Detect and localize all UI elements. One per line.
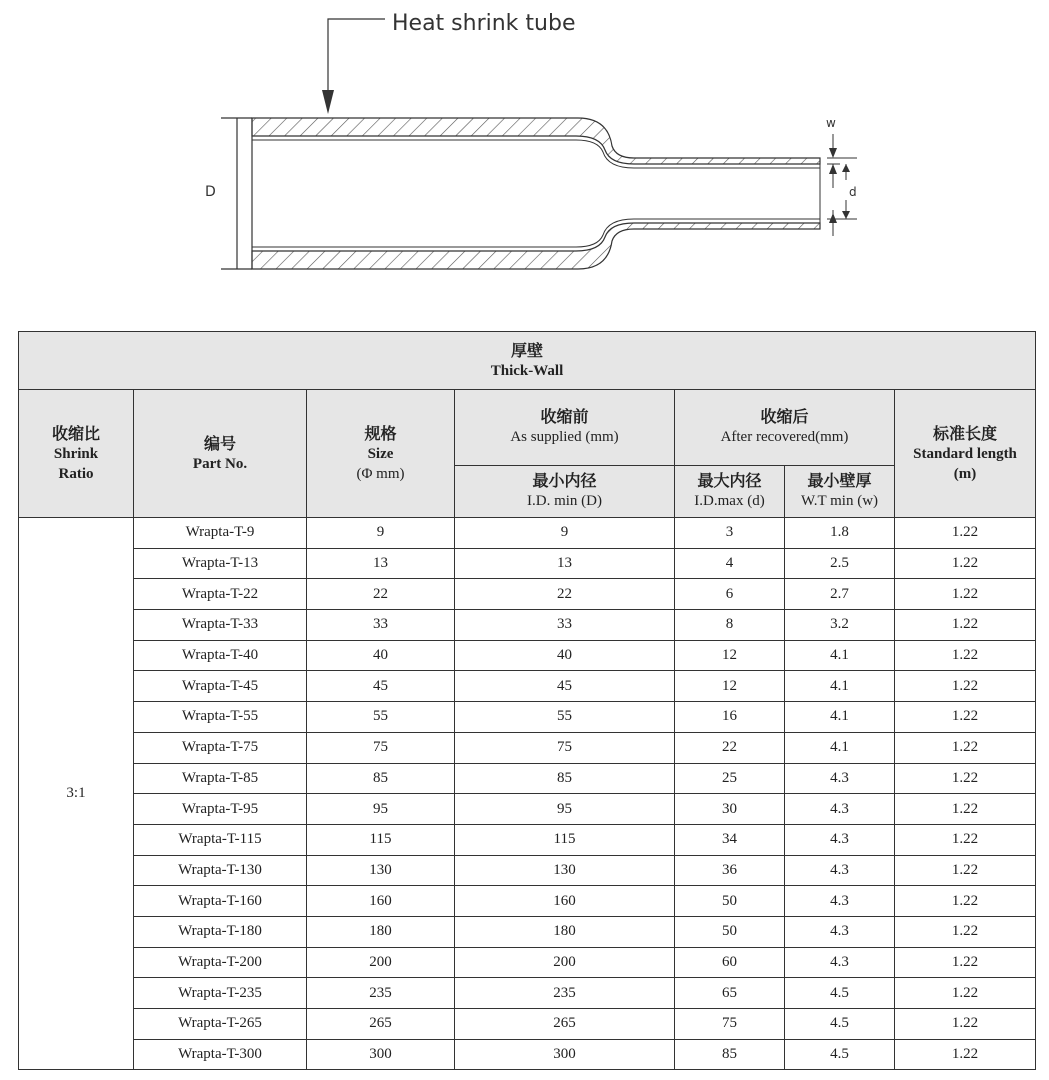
length-cell: 1.22 (895, 671, 1036, 702)
header-shrink-ratio: 收缩比 Shrink Ratio (19, 390, 134, 518)
header-size: 规格 Size (Φ mm) (307, 390, 455, 518)
size-cell: 85 (307, 763, 455, 794)
heat-shrink-tube-diagram (0, 0, 1049, 300)
part-no-cell: Wrapta-T-9 (134, 518, 307, 549)
size-cell: 75 (307, 732, 455, 763)
size-cell: 300 (307, 1039, 455, 1070)
id-min-cell: 265 (455, 1009, 675, 1040)
table-row (19, 671, 1036, 702)
length-cell: 1.22 (895, 763, 1036, 794)
id-min-cell: 235 (455, 978, 675, 1009)
id-max-cell: 30 (675, 794, 785, 825)
header-part-no: 编号 Part No. (134, 390, 307, 518)
size-cell: 13 (307, 548, 455, 579)
label-D: D (205, 184, 216, 200)
wt-min-cell: 4.1 (785, 702, 895, 733)
length-cell: 1.22 (895, 886, 1036, 917)
length-cell: 1.22 (895, 1009, 1036, 1040)
size-cell: 265 (307, 1009, 455, 1040)
id-max-cell: 4 (675, 548, 785, 579)
table-row (19, 1009, 1036, 1040)
id-max-cell: 36 (675, 855, 785, 886)
table-row (19, 518, 1036, 549)
id-max-cell: 85 (675, 1039, 785, 1070)
id-min-cell: 115 (455, 824, 675, 855)
tube-top-wall (252, 118, 820, 164)
part-no-cell: Wrapta-T-115 (134, 824, 307, 855)
part-no-cell: Wrapta-T-22 (134, 579, 307, 610)
table-row (19, 978, 1036, 1009)
id-max-cell: 50 (675, 916, 785, 947)
wt-min-cell: 4.5 (785, 978, 895, 1009)
wt-min-cell: 1.8 (785, 518, 895, 549)
length-cell: 1.22 (895, 824, 1036, 855)
label-d: d (849, 185, 857, 199)
id-max-cell: 60 (675, 947, 785, 978)
id-min-cell: 300 (455, 1039, 675, 1070)
size-cell: 33 (307, 610, 455, 641)
length-cell: 1.22 (895, 732, 1036, 763)
table-row (19, 886, 1036, 917)
length-cell: 1.22 (895, 518, 1036, 549)
table-title: 厚壁 Thick-Wall (19, 332, 1036, 390)
id-min-cell: 55 (455, 702, 675, 733)
id-max-cell: 34 (675, 824, 785, 855)
id-max-cell: 3 (675, 518, 785, 549)
table-row (19, 855, 1036, 886)
part-no-cell: Wrapta-T-55 (134, 702, 307, 733)
table-row (19, 794, 1036, 825)
size-cell: 40 (307, 640, 455, 671)
header-as-supplied: 收缩前 As supplied (mm) (455, 390, 675, 466)
table-row (19, 763, 1036, 794)
id-max-cell: 65 (675, 978, 785, 1009)
wt-min-cell: 4.5 (785, 1039, 895, 1070)
part-no-cell: Wrapta-T-300 (134, 1039, 307, 1070)
header-after-recovered: 收缩后 After recovered(mm) (675, 390, 895, 466)
shrink-ratio-cell: 3:1 (19, 518, 134, 1070)
table-row (19, 610, 1036, 641)
id-max-cell: 25 (675, 763, 785, 794)
table-row (19, 1039, 1036, 1070)
id-min-cell: 180 (455, 916, 675, 947)
wt-min-cell: 4.3 (785, 855, 895, 886)
header-standard-length: 标准长度 Standard length (m) (895, 390, 1036, 518)
id-min-cell: 160 (455, 886, 675, 917)
id-max-cell: 12 (675, 671, 785, 702)
wt-min-cell: 4.1 (785, 732, 895, 763)
spec-table (18, 331, 1036, 1070)
length-cell: 1.22 (895, 548, 1036, 579)
part-no-cell: Wrapta-T-235 (134, 978, 307, 1009)
id-max-cell: 12 (675, 640, 785, 671)
wt-min-cell: 4.1 (785, 640, 895, 671)
size-cell: 55 (307, 702, 455, 733)
id-min-cell: 40 (455, 640, 675, 671)
length-cell: 1.22 (895, 610, 1036, 641)
length-cell: 1.22 (895, 640, 1036, 671)
table-row (19, 640, 1036, 671)
size-cell: 200 (307, 947, 455, 978)
wt-min-cell: 2.7 (785, 579, 895, 610)
part-no-cell: Wrapta-T-85 (134, 763, 307, 794)
wt-min-cell: 4.5 (785, 1009, 895, 1040)
wt-min-cell: 4.3 (785, 886, 895, 917)
wt-min-cell: 4.3 (785, 794, 895, 825)
length-cell: 1.22 (895, 978, 1036, 1009)
id-min-cell: 130 (455, 855, 675, 886)
size-cell: 160 (307, 886, 455, 917)
table-row (19, 548, 1036, 579)
id-max-cell: 22 (675, 732, 785, 763)
table-row (19, 702, 1036, 733)
id-min-cell: 95 (455, 794, 675, 825)
id-max-cell: 75 (675, 1009, 785, 1040)
part-no-cell: Wrapta-T-180 (134, 916, 307, 947)
tube-bottom-wall (252, 223, 820, 269)
length-cell: 1.22 (895, 702, 1036, 733)
table-row (19, 824, 1036, 855)
tube-drawing (0, 0, 1049, 300)
id-min-cell: 85 (455, 763, 675, 794)
size-cell: 130 (307, 855, 455, 886)
header-id-min: 最小内径 I.D. min (D) (455, 465, 675, 517)
header-id-max: 最大内径 I.D.max (d) (675, 465, 785, 517)
size-cell: 235 (307, 978, 455, 1009)
size-cell: 180 (307, 916, 455, 947)
wt-min-cell: 4.3 (785, 947, 895, 978)
part-no-cell: Wrapta-T-95 (134, 794, 307, 825)
label-w: w (826, 116, 836, 130)
wt-min-cell: 2.5 (785, 548, 895, 579)
wt-min-cell: 4.3 (785, 824, 895, 855)
id-min-cell: 45 (455, 671, 675, 702)
length-cell: 1.22 (895, 579, 1036, 610)
table-row (19, 916, 1036, 947)
length-cell: 1.22 (895, 855, 1036, 886)
wt-min-cell: 4.3 (785, 916, 895, 947)
id-min-cell: 22 (455, 579, 675, 610)
part-no-cell: Wrapta-T-33 (134, 610, 307, 641)
length-cell: 1.22 (895, 794, 1036, 825)
size-cell: 9 (307, 518, 455, 549)
length-cell: 1.22 (895, 1039, 1036, 1070)
part-no-cell: Wrapta-T-40 (134, 640, 307, 671)
part-no-cell: Wrapta-T-45 (134, 671, 307, 702)
wt-min-cell: 4.1 (785, 671, 895, 702)
part-no-cell: Wrapta-T-13 (134, 548, 307, 579)
table-row (19, 947, 1036, 978)
id-min-cell: 33 (455, 610, 675, 641)
id-min-cell: 200 (455, 947, 675, 978)
size-cell: 115 (307, 824, 455, 855)
id-min-cell: 13 (455, 548, 675, 579)
wt-min-cell: 4.3 (785, 763, 895, 794)
part-no-cell: Wrapta-T-265 (134, 1009, 307, 1040)
id-max-cell: 8 (675, 610, 785, 641)
part-no-cell: Wrapta-T-160 (134, 886, 307, 917)
table-row (19, 579, 1036, 610)
header-wt-min: 最小壁厚 W.T min (w) (785, 465, 895, 517)
size-cell: 95 (307, 794, 455, 825)
callout-label: Heat shrink tube (392, 11, 576, 36)
id-max-cell: 16 (675, 702, 785, 733)
id-min-cell: 75 (455, 732, 675, 763)
id-max-cell: 50 (675, 886, 785, 917)
id-max-cell: 6 (675, 579, 785, 610)
callout-arrow-icon (322, 90, 334, 114)
part-no-cell: Wrapta-T-200 (134, 947, 307, 978)
part-no-cell: Wrapta-T-130 (134, 855, 307, 886)
table-row (19, 732, 1036, 763)
id-min-cell: 9 (455, 518, 675, 549)
part-no-cell: Wrapta-T-75 (134, 732, 307, 763)
length-cell: 1.22 (895, 916, 1036, 947)
length-cell: 1.22 (895, 947, 1036, 978)
size-cell: 22 (307, 579, 455, 610)
size-cell: 45 (307, 671, 455, 702)
callout-leader (328, 19, 385, 108)
wt-min-cell: 3.2 (785, 610, 895, 641)
